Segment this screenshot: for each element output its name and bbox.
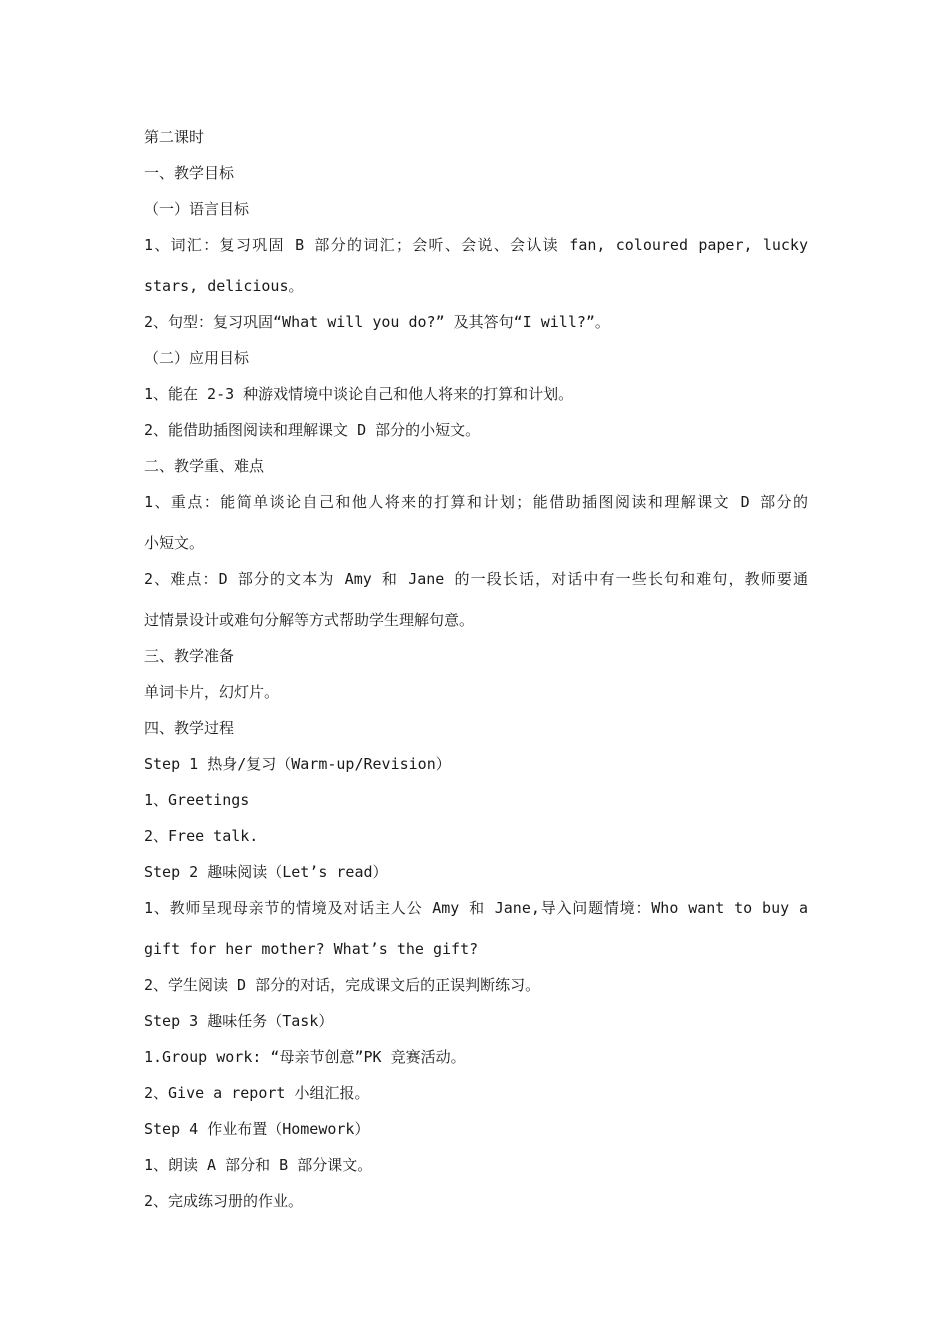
- paragraph-sentence-pattern: 2、句型：复习巩固“What will you do?” 及其答句“I will?”。: [144, 313, 610, 331]
- step-1-item-1: 1、Greetings: [144, 791, 250, 809]
- paragraph-vocabulary-line-2: stars, delicious。: [144, 277, 304, 295]
- step-3-item-1: 1.Group work: “母亲节创意”PK 竞赛活动。: [144, 1048, 466, 1066]
- paragraph-key-point-line-2: 小短文。: [144, 534, 205, 552]
- section-heading-process: 四、教学过程: [144, 719, 235, 737]
- step-3-heading: Step 3 趣味任务（Task）: [144, 1012, 334, 1030]
- paragraph-key-point-line-1: 1、重点：能简单谈论自己和他人将来的打算和计划；能借助插图阅读和理解课文 D 部分的: [144, 493, 808, 511]
- section-heading-objectives: 一、教学目标: [144, 164, 235, 182]
- subsection-heading-language: （一）语言目标: [144, 200, 250, 218]
- document-page: [144, 122, 808, 1222]
- step-4-item-1: 1、朗读 A 部分和 B 部分课文。: [144, 1156, 373, 1174]
- step-2-item-1-line-1: 1、教师呈现母亲节的情境及对话主人公 Amy 和 Jane,导入问题情境：Who want to buy a: [144, 899, 808, 917]
- step-2-item-2: 2、学生阅读 D 部分的对话，完成课文后的正误判断练习。: [144, 976, 541, 994]
- paragraph-preparation: 单词卡片，幻灯片。: [144, 683, 280, 701]
- paragraph-application-2: 2、能借助插图阅读和理解课文 D 部分的小短文。: [144, 421, 481, 439]
- step-2-item-1-line-2: gift for her mother? What’s the gift?: [144, 940, 479, 958]
- step-3-item-2: 2、Give a report 小组汇报。: [144, 1084, 370, 1102]
- paragraph-vocabulary-line-1: 1、词汇：复习巩固 B 部分的词汇；会听、会说、会认读 fan, coloured paper, lucky: [144, 236, 808, 254]
- step-4-heading: Step 4 作业布置（Homework）: [144, 1120, 370, 1138]
- step-1-heading: Step 1 热身/复习（Warm-up/Revision）: [144, 755, 451, 773]
- paragraph-difficulty-line-2: 过情景设计或难句分解等方式帮助学生理解句意。: [144, 611, 475, 629]
- paragraph-difficulty-line-1: 2、难点：D 部分的文本为 Amy 和 Jane 的一段长话，对话中有一些长句和难句，教师要通: [144, 570, 808, 588]
- step-4-item-2: 2、完成练习册的作业。: [144, 1192, 304, 1210]
- step-1-item-2: 2、Free talk.: [144, 827, 259, 845]
- step-2-heading: Step 2 趣味阅读（Let’s read）: [144, 863, 388, 881]
- lesson-title: 第二课时: [144, 128, 205, 146]
- paragraph-application-1: 1、能在 2-3 种游戏情境中谈论自己和他人将来的打算和计划。: [144, 385, 574, 403]
- section-heading-preparation: 三、教学准备: [144, 647, 235, 665]
- section-heading-key-points: 二、教学重、难点: [144, 457, 265, 475]
- subsection-heading-application: （二）应用目标: [144, 349, 250, 367]
